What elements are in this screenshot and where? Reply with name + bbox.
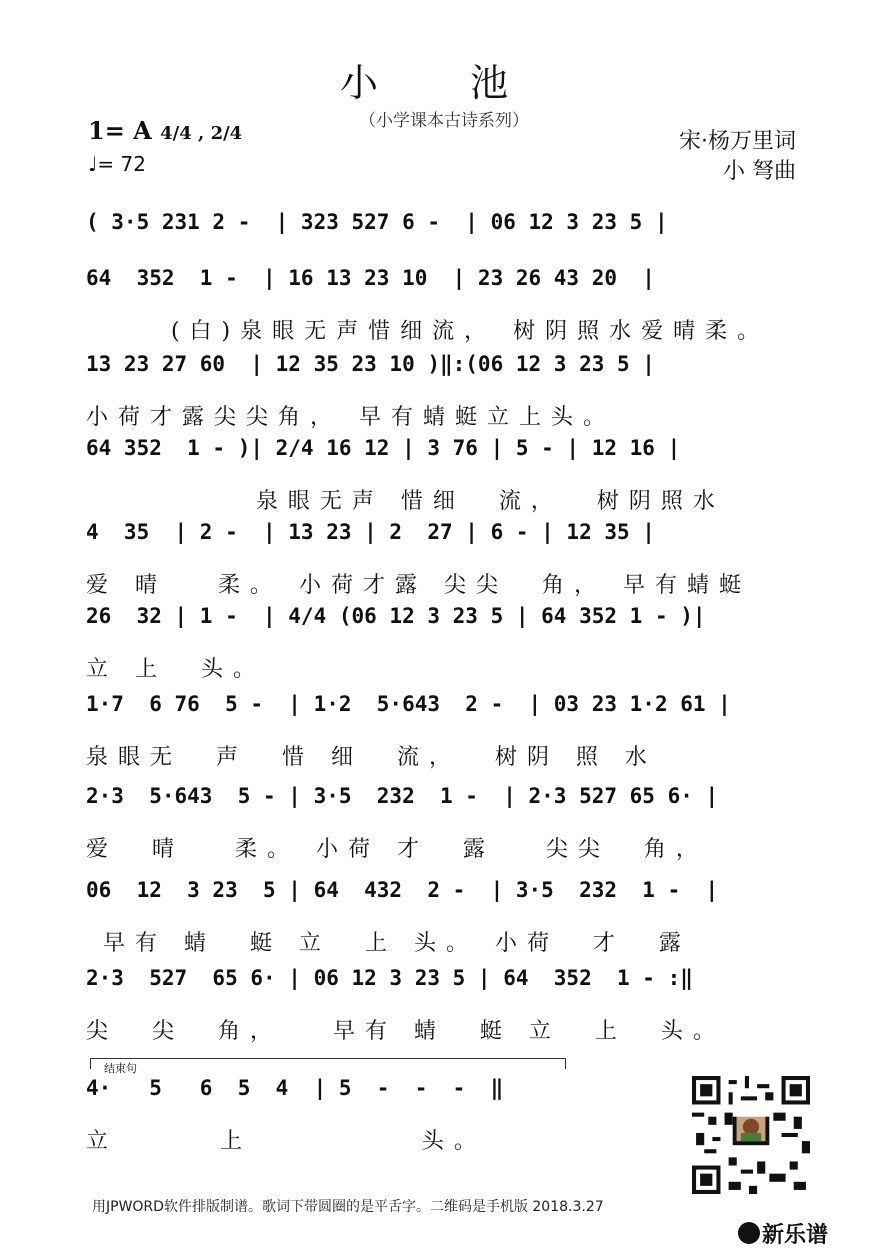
score-line: 1·7 6 76 5 - | 1·2 5·643 2 - | 03 23 1·2 61 | bbox=[86, 692, 731, 716]
score-line: 4 35 | 2 - | 13 23 | 2 27 | 6 - | 12 35 | bbox=[86, 520, 655, 544]
lyric-line: 立 上 头。 bbox=[86, 657, 265, 682]
score-line: 2·3 527 65 6· | 06 12 3 23 5 | 64 352 1 - :‖ bbox=[86, 966, 693, 990]
lyric-line: 立 上 头。 bbox=[86, 1129, 486, 1154]
ending-label: 结束句 bbox=[104, 1062, 137, 1075]
score-line: ( 3·5 231 2 - | 323 527 6 - | 06 12 3 23 5 | bbox=[86, 210, 668, 234]
page-subtitle: （小学课本古诗系列） bbox=[359, 111, 529, 131]
lyric-line: 泉眼无 声 惜 细 流， 树阴 照 水 bbox=[86, 745, 657, 770]
score-line: 13 23 27 60 | 12 35 23 10 )‖:(06 12 3 23 5 | bbox=[86, 352, 655, 376]
qr-code-icon bbox=[692, 1076, 810, 1194]
score-line: 64 352 1 - )| 2/4 16 12 | 3 76 | 5 - | 12 16 | bbox=[86, 436, 681, 460]
lyric-line: 泉眼无声 惜细 流， 树阴照水 bbox=[86, 489, 725, 514]
lyric-line: 尖 尖 角， 早有 蜻 蜓 立 上 头。 bbox=[86, 1019, 725, 1044]
score-line: 64 352 1 - | 16 13 23 10 | 23 26 43 20 | bbox=[86, 266, 655, 290]
score-line: 06 12 3 23 5 | 64 432 2 - | 3·5 232 1 - | bbox=[86, 878, 719, 902]
record-icon bbox=[738, 1222, 760, 1244]
score-line: 2·3 5·643 5 - | 3·5 232 1 - | 2·3 527 65 6· | bbox=[86, 784, 719, 808]
lyric-line: 小荷才露尖尖角， 早有蜻蜓立上头。 bbox=[86, 405, 615, 430]
lyric-line: (白)泉眼无声惜细流， 树阴照水爱晴柔。 bbox=[86, 319, 770, 344]
key-signature: 1= A 4/4 , 2/4 bbox=[88, 116, 243, 145]
lyricist-credit: 宋·杨万里词 bbox=[679, 129, 796, 154]
tempo-marking: ♩= 72 bbox=[88, 152, 146, 176]
site-logo: 新乐谱 bbox=[762, 1223, 829, 1248]
footer-note: 用JPWORD软件排版制谱。歌词下带圆圈的是平舌字。二维码是手机版 2018.3.27 bbox=[92, 1199, 604, 1215]
ending-bracket bbox=[90, 1058, 566, 1069]
lyric-line: 早有 蜻 蜓 立 上 头。 小荷 才 露 bbox=[86, 931, 691, 956]
page-title: 小 池 bbox=[339, 61, 549, 105]
score-line: 26 32 | 1 - | 4/4 (06 12 3 23 5 | 64 352 1 - )| bbox=[86, 604, 706, 628]
lyric-line: 爱 晴 柔。 小荷才露 尖尖 角， 早有蜻蜓 bbox=[86, 573, 751, 598]
composer-credit: 小 弩曲 bbox=[723, 159, 796, 184]
lyric-line: 爱 晴 柔。 小荷 才 露 尖尖 角， bbox=[86, 837, 708, 862]
score-line: 4· 5 6 5 4 | 5 - - - ‖ bbox=[86, 1076, 504, 1100]
